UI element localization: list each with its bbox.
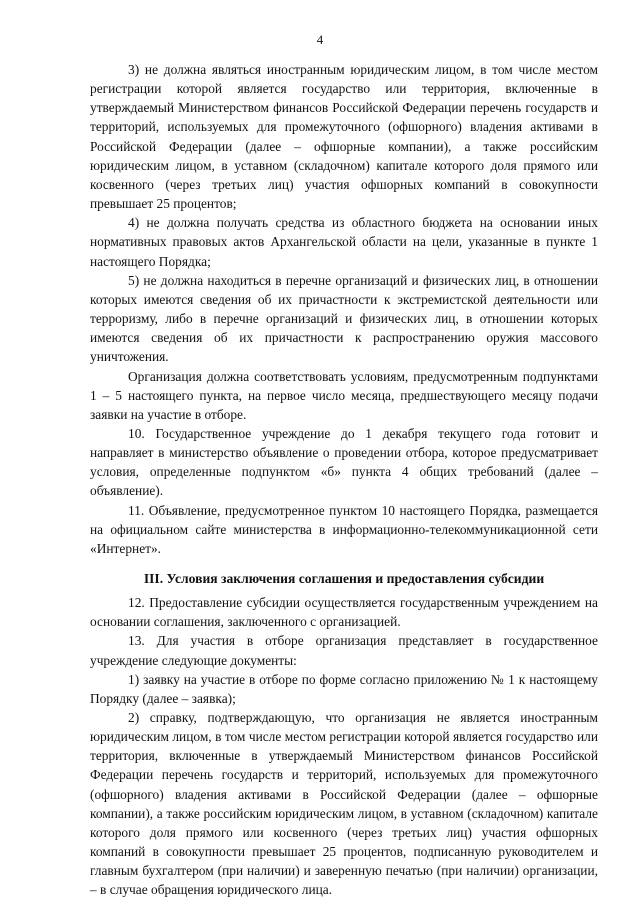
paragraph-item-5: 5) не должна находиться в перечне организаций и физических лиц, в отношении которых имеются сведения об их причастности к экстремистской деятельности или терроризму, либо в перечне организаций и физических лиц, в отношении которых имеются сведения об их причастности к распространению оружия массового уничтожения. <box>90 272 598 365</box>
paragraph-clause-11: 11. Объявление, предусмотренное пунктом 10 настоящего Порядка, размещается на официальном сайте министерства в информационно-телекоммуникационной сети «Интернет». <box>90 502 598 556</box>
section-heading: III. Условия заключения соглашения и предоставления субсидии <box>143 571 545 587</box>
paragraph-item-1-application: 1) заявку на участие в отборе по форме согласно приложению № 1 к настоящему Порядку (далее – заявка); <box>90 671 598 706</box>
paragraph-clause-12: 12. Предоставление субсидии осуществляется государственным учреждением на основании соглашения, заключенного с организацией. <box>90 595 598 630</box>
paragraph-conditions-note: Организация должна соответствовать условиям, предусмотренным подпунктами 1 – 5 настоящего пункта, на первое число месяца, предшествующего месяцу подачи заявки на участие в отборе. <box>90 368 598 422</box>
paragraph-clause-13: 13. Для участия в отборе организация представляет в государственное учреждение следующие документы: <box>90 633 598 668</box>
paragraph-item-2-certificate: 2) справку, подтверждающую, что организация не является иностранным юридическим лицом, в том числе местом регистрации которой является государство или территория, включенные в утверждаемый Министерством финансов Российской Федерации перечень государств и территорий, используемых для промежуточного (офшорного) владения активами в Российской Федерации (далее – офшорные компании), а также российским юридическим лицом, в уставном (складочном) капитале которого доля прямого или косвенного (через третьих лиц) участия офшорных компаний в совокупности превышает 25 процентов, подписанную руководителем и главным бухгалтером (при наличии) и заверенную печатью (при наличии) организации, – в случае обращения юридического лица. <box>90 710 598 898</box>
paragraph-item-4: 4) не должна получать средства из областного бюджета на основании иных нормативных правовых актов Архангельской области на цели, указанные в пункте 1 настоящего Порядка; <box>90 215 598 269</box>
paragraph-item-3: 3) не должна являться иностранным юридическим лицом, в том числе местом регистрации которой является государство или территория, включенные в утверждаемый Министерством финансов Российской Федерации перечень государств и территорий, используемых для промежуточного (офшорного) владения активами в Российской Федерации (далее – офшорные компании), а также российским юридическим лицом, в уставном (складочном) капитале которого доля прямого или косвенного (через третьих лиц) участия офшорных компаний в совокупности превышает 25 процентов; <box>90 62 598 212</box>
document-body <box>90 60 598 900</box>
page-number: 4 <box>316 32 324 47</box>
paragraph-clause-10: 10. Государственное учреждение до 1 декабря текущего года готовит и направляет в министерство объявление о проведении отбора, которое предусматривает условия, определенные подпунктом «б» пункта 4 общих требований (далее – объявление). <box>90 425 598 499</box>
